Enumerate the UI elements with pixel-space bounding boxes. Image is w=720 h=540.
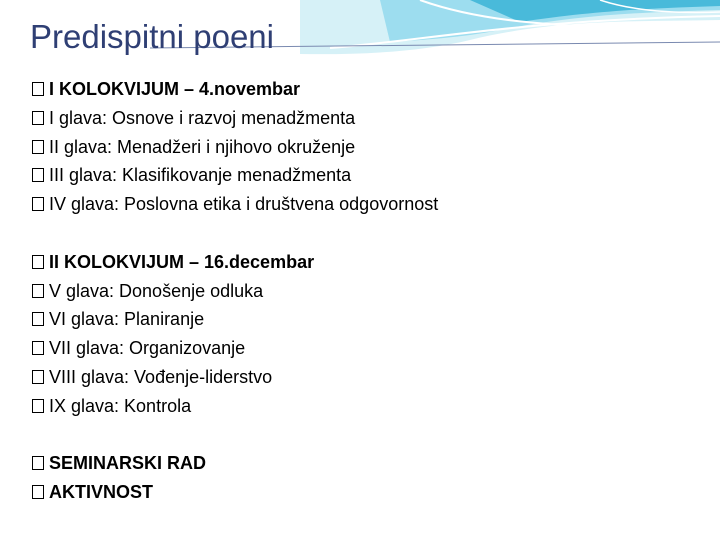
bullet-box-icon — [32, 197, 44, 211]
list-item-text: VI glava: Planiranje — [49, 309, 205, 330]
list-item-text: V glava: Donošenje odluka — [49, 280, 264, 301]
list-item-text: AKTIVNOST — [49, 482, 154, 503]
list-item-text: II KOLOKVIJUM – 16.decembar — [49, 251, 315, 272]
list-item — [32, 248, 712, 277]
bullet-box-icon — [32, 82, 44, 96]
bullet-box-icon — [32, 111, 44, 125]
list-item — [32, 449, 712, 478]
list-item — [32, 478, 712, 507]
bullet-box-icon — [32, 284, 44, 298]
list-item-text: III glava: Klasifikovanje menadžmenta — [49, 165, 352, 186]
bullet-box-icon — [32, 255, 44, 269]
bullet-box-icon — [32, 485, 44, 499]
list-item — [32, 334, 712, 363]
bullet-box-icon — [32, 399, 44, 413]
list-item — [32, 161, 712, 190]
bullet-list — [32, 75, 712, 507]
list-item-text: I glava: Osnove i razvoj menadžmenta — [49, 107, 356, 128]
list-item — [32, 190, 712, 219]
bullet-box-icon — [32, 341, 44, 355]
list-item — [32, 133, 712, 162]
list-item — [32, 305, 712, 334]
list-item-text: IV glava: Poslovna etika i društvena odgovornost — [49, 194, 439, 215]
page-title: Predispitni poeni — [30, 18, 274, 55]
list-item — [32, 75, 712, 104]
list-item — [32, 363, 712, 392]
bullet-box-icon — [32, 312, 44, 326]
list-item-text: IX glava: Kontrola — [49, 395, 192, 416]
list-item — [32, 104, 712, 133]
bullet-box-icon — [32, 456, 44, 470]
list-item-text: I KOLOKVIJUM – 4.novembar — [49, 79, 301, 99]
list-item-text: VIII glava: Vođenje-liderstvo — [49, 366, 273, 387]
bullet-box-icon — [32, 370, 44, 384]
list-item — [32, 277, 712, 306]
bullet-box-icon — [32, 168, 44, 182]
list-item-text: VII glava: Organizovanje — [49, 338, 246, 359]
list-item-text: II glava: Menadžeri i njihovo okruženje — [49, 136, 356, 157]
list-item-text: SEMINARSKI RAD — [49, 453, 207, 474]
bullet-box-icon — [32, 140, 44, 154]
list-item — [32, 392, 712, 421]
